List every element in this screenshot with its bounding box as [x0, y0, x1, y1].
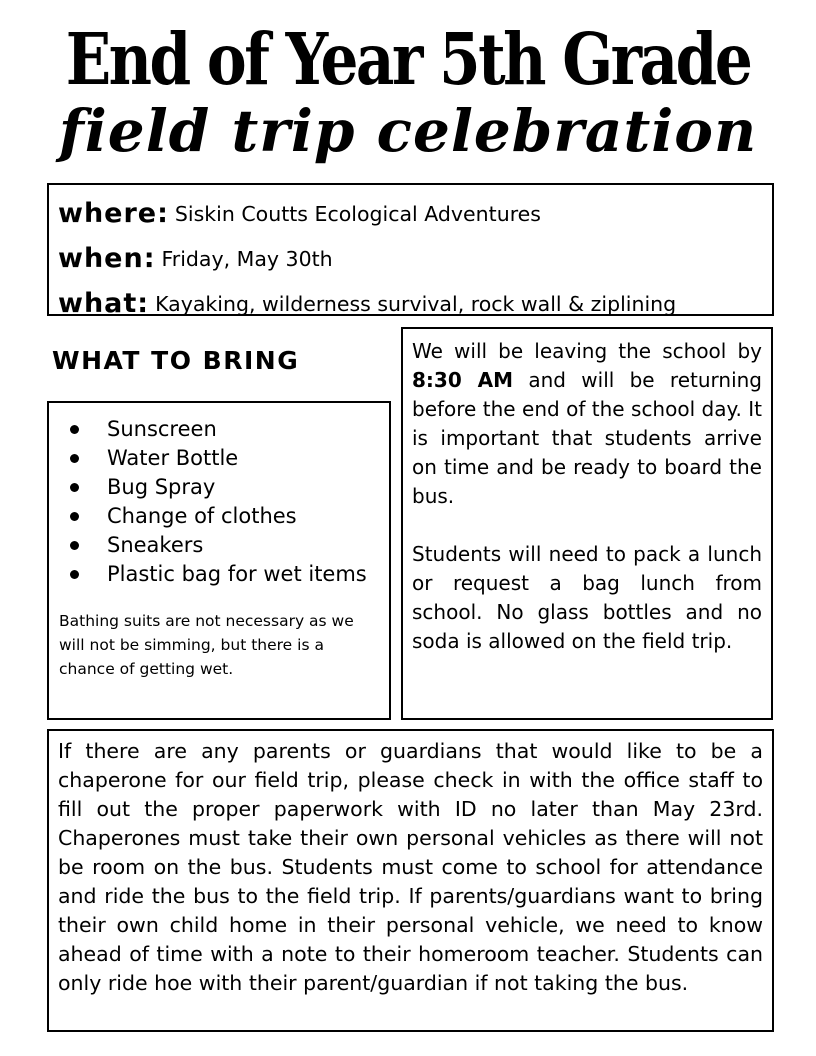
list-item [59, 415, 379, 444]
detail-what [58, 281, 764, 326]
list-item [59, 473, 379, 502]
bullet-icon [70, 425, 79, 434]
bullet-icon [70, 512, 79, 521]
detail-label: what: [58, 288, 150, 319]
detail-label: when: [58, 243, 156, 274]
departure-time: 8:30 AM [412, 368, 514, 392]
lunch-paragraph: Students will need to pack a lunch or request a bag lunch from school. No glass bottles and no soda is allowed on the field trip. [412, 542, 762, 653]
flyer-subtitle: field trip celebration [58, 97, 758, 165]
bring-list [59, 415, 379, 589]
list-item [59, 560, 379, 589]
list-item-label: Plastic bag for wet items [107, 562, 367, 586]
chaperone-box [47, 729, 774, 1032]
list-item-label: Change of clothes [107, 504, 297, 528]
departure-text-end: and will be returning before the end of the school day. It is important that students arrive on time and be ready to board the bus. [412, 368, 762, 508]
what-to-bring-box [47, 401, 391, 720]
departure-text-start: We will be leaving the school by [412, 339, 762, 363]
flyer-title: End of Year 5th Grade [65, 17, 751, 101]
what-to-bring-heading: WHAT TO BRING [52, 346, 300, 375]
bathing-suit-note: Bathing suits are not necessary as we will not be simming, but there is a chance of getting wet. [59, 612, 354, 678]
bullet-icon [70, 541, 79, 550]
list-item [59, 502, 379, 531]
detail-label: where: [58, 198, 169, 229]
list-item-label: Sneakers [107, 533, 204, 557]
detail-value: Kayaking, wilderness survival, rock wall & ziplining [155, 291, 677, 316]
bullet-icon [70, 570, 79, 579]
list-item [59, 444, 379, 473]
detail-value: Friday, May 30th [161, 246, 333, 271]
list-item-label: Sunscreen [107, 417, 217, 441]
departure-paragraph [412, 337, 762, 511]
bullet-icon [70, 483, 79, 492]
departure-box [401, 327, 773, 720]
detail-where [58, 191, 764, 236]
list-item [59, 531, 379, 560]
list-item-label: Bug Spray [107, 475, 216, 499]
bullet-icon [70, 454, 79, 463]
trip-details-box [47, 183, 774, 319]
chaperone-paragraph: If there are any parents or guardians that would like to be a chaperone for our field trip, please check in with the office staff to fill out the proper paperwork with ID no later than May 23rd. Chaperones must take their own personal vehicles as there will not be room on the bus. Students must come to school for attendance and ride the bus to the field trip. If parents/guardians want to bring their own child home in their personal vehicle, we need to know ahead of time with a note to their homeroom teacher. Students can only ride hoe with their parent/guardian if not taking the bus. [58, 739, 763, 995]
list-item-label: Water Bottle [107, 446, 239, 470]
detail-when [58, 236, 764, 281]
detail-value: Siskin Coutts Ecological Adventures [174, 201, 541, 226]
